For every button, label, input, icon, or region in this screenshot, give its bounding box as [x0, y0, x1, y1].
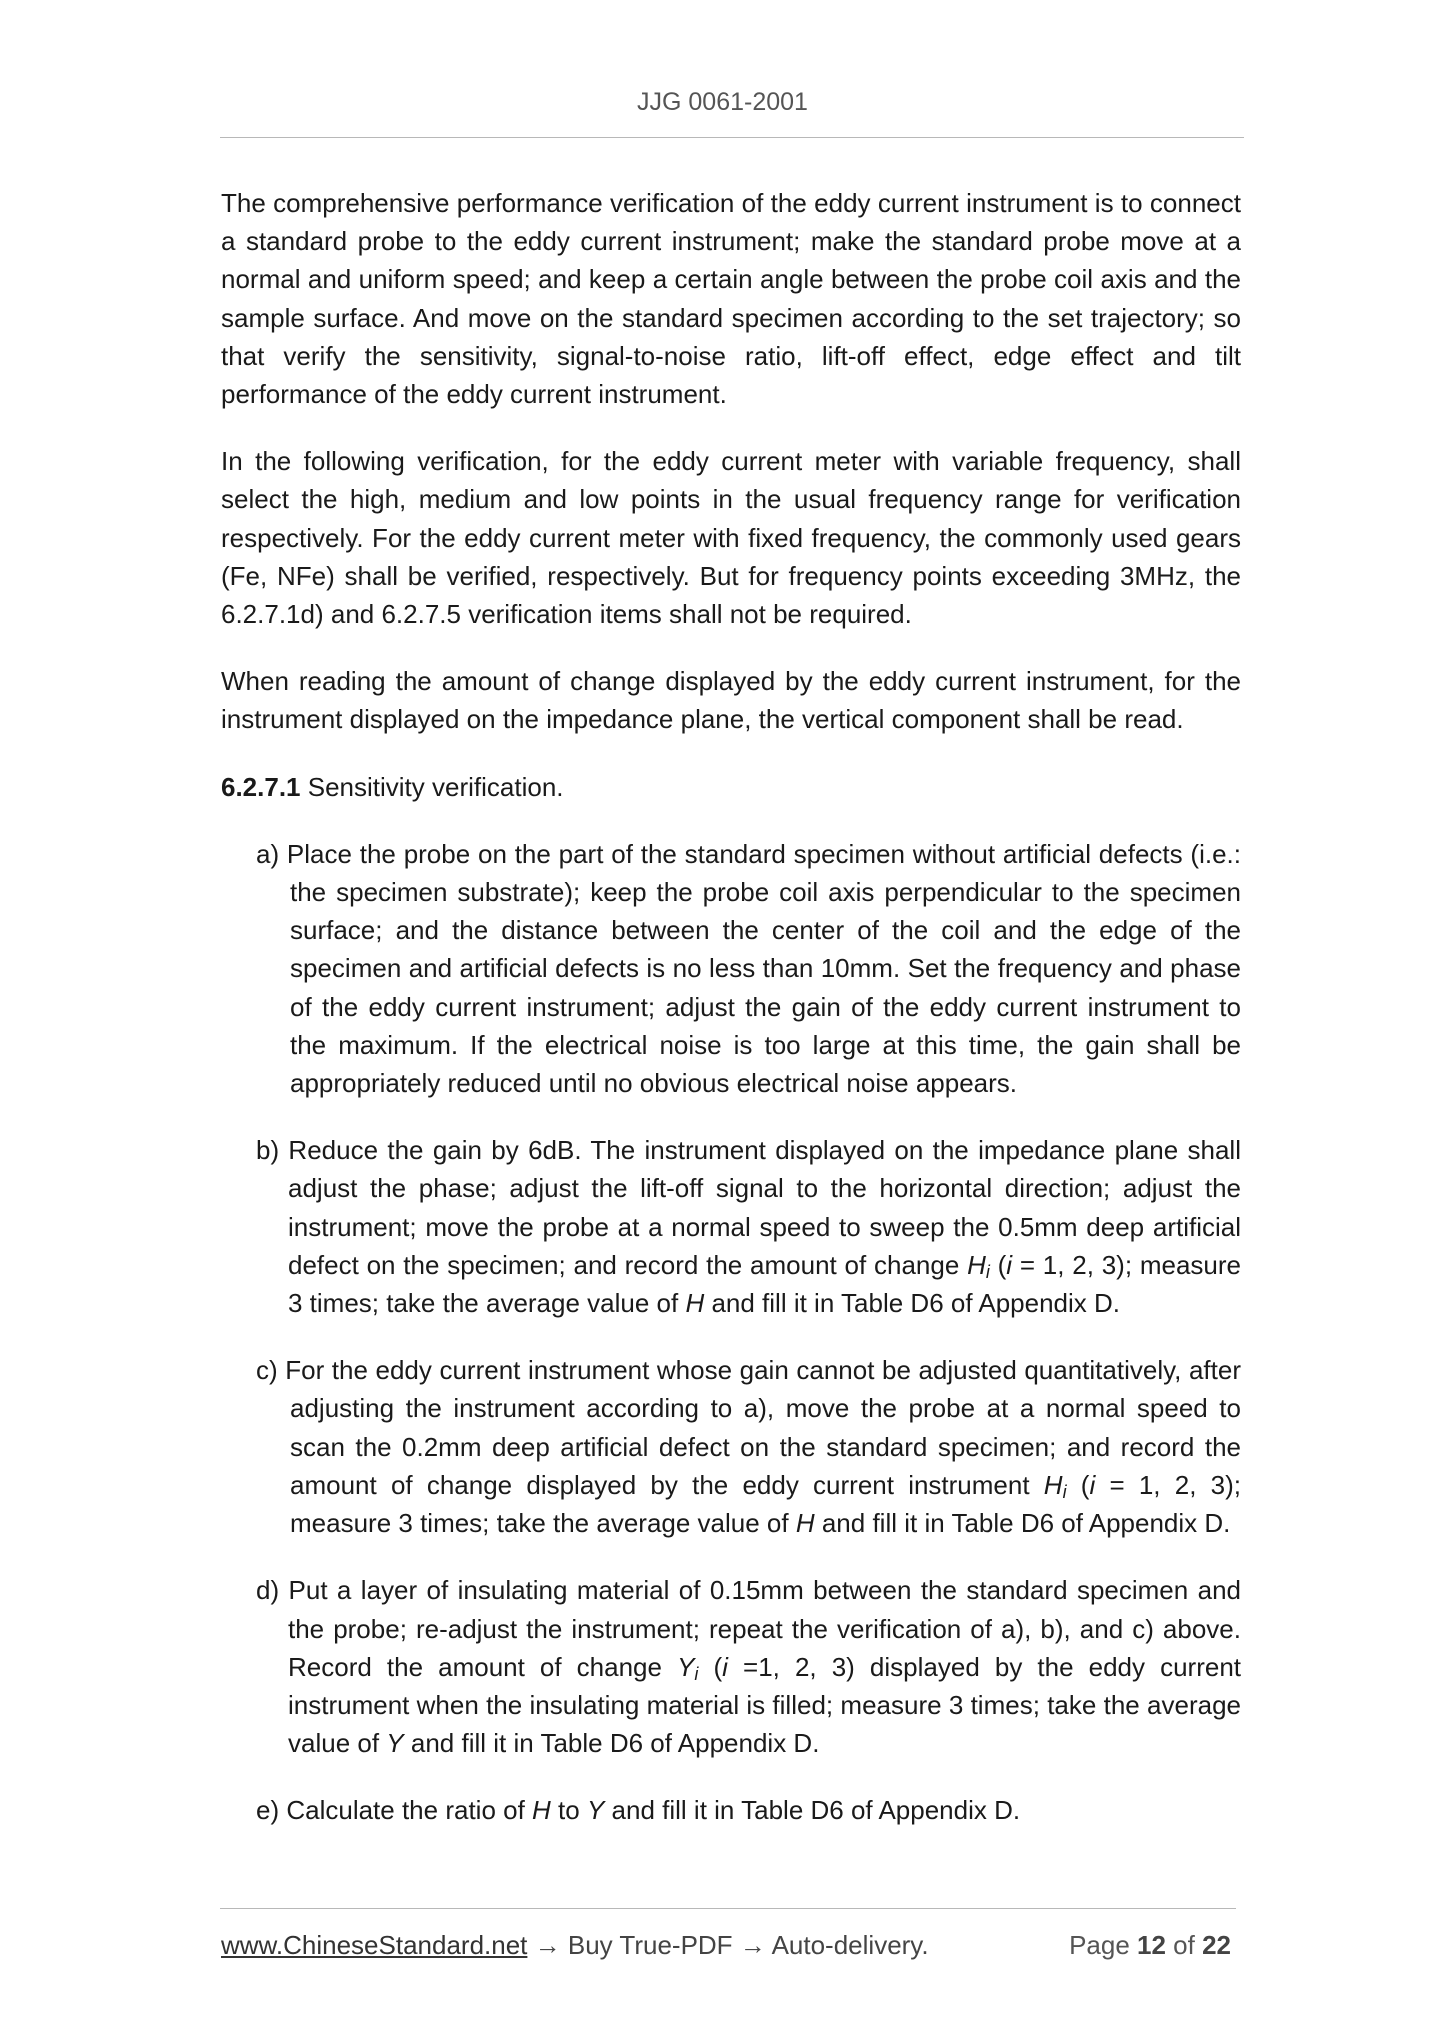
list-item-d: d) Put a layer of insulating material of 0.15mm between the standard specimen and the probe; re-adjust the instrument; repeat the verification of a), b), and c) above. Record the amount of change $Y_i$ (i =1, 2, 3) displayed by the eddy current instrument when the insulating material is filled; measure 3 times; take the average value of Y and fill it in Table D6 of Appendix D.: [256, 1575, 1241, 1759]
variable-h: H: [967, 1249, 986, 1280]
variable-y: Y: [586, 1795, 605, 1826]
clause-title: Sensitivity verification.: [300, 771, 564, 802]
variable-i: i: [1089, 1469, 1096, 1500]
variable-y: Y: [677, 1651, 695, 1682]
paragraph-frequency: In the following verification, for the eddy current meter with variable frequency, shall select the high, medium and low points in the usual frequency range for verification respectively. For the eddy current meter with fixed frequency, the commonly used gears (Fe, NFe) shall be verified, respectively. But for frequency points exceeding 3MHz, the 6.2.7.1d) and 6.2.7.5 verification items shall not be required.: [221, 446, 1241, 630]
document-header: JJG 0061-2001: [637, 88, 808, 116]
footer-promo: → Buy True-PDF → Auto-delivery.: [527, 1930, 929, 1960]
list-item-b: b) Reduce the gain by 6dB. The instrument displayed on the impedance plane shall adjust the phase; adjust the lift-off signal to the horizontal direction; adjust the instrument; move the probe at a normal speed to sweep the 0.5mm deep artificial defect on the specimen; and record the amount of change $H_i$ (i = 1, 2, 3); measure 3 times; take the average value of H and fill it in Table D6 of Appendix D.: [256, 1135, 1241, 1319]
paragraph-intro: The comprehensive performance verification of the eddy current instrument is to connect a standard probe to the eddy current instrument; make the standard probe move at a normal and uniform speed; and keep a certain angle between the probe coil axis and the sample surface. And move on the standard specimen according to the set trajectory; so that verify the sensitivity, signal-to-noise ratio, lift-off effect, edge effect and tilt performance of the eddy current instrument.: [221, 188, 1241, 410]
page-total: 22: [1202, 1930, 1231, 1960]
header-divider: [220, 137, 1244, 138]
subscript-i: i: [694, 1663, 699, 1684]
page-footer: [221, 1930, 1236, 1961]
variable-i: i: [1006, 1249, 1013, 1280]
clause-heading: [221, 768, 1241, 806]
list-item-a: a) Place the probe on the part of the standard specimen without artificial defects (i.e.: the specimen substrate); keep the probe coil axis perpendicular to the specimen surface; and the distance between the center of the coil and the edge of the specimen and artificial defects is no less than 10mm. Set the frequency and phase of the eddy current instrument; adjust the gain of the eddy current instrument to the maximum. If the electrical noise is too large at this time, the gain shall be appropriately reduced until no obvious electrical noise appears.: [256, 838, 1241, 1099]
clause-number: 6.2.7.1: [221, 771, 301, 802]
variable-h: H: [1043, 1469, 1063, 1500]
variable-y: Y: [386, 1728, 404, 1759]
page-indicator: Page 12 of 22: [1069, 1930, 1231, 1960]
variable-h: H: [685, 1288, 705, 1319]
list-item-c: c) For the eddy current instrument whose gain cannot be adjusted quantitatively, after adjusting the instrument according to a), move the probe at a normal speed to scan the 0.2mm deep artificial defect on the standard specimen; and record the amount of change displayed by the eddy current instrument $H_i$ (i = 1, 2, 3); measure 3 times; take the average value of H and fill it in Table D6 of Appendix D.: [256, 1355, 1241, 1539]
paragraph-reading: When reading the amount of change displayed by the eddy current instrument, for the instrument displayed on the impedance plane, the vertical component shall be read.: [221, 666, 1241, 735]
footer-divider: [220, 1908, 1236, 1909]
variable-i: i: [722, 1651, 728, 1682]
website-link[interactable]: www.ChineseStandard.net: [221, 1930, 528, 1960]
subscript-i: i: [985, 1261, 990, 1282]
page-current: 12: [1137, 1930, 1166, 1960]
list-item-e: e) Calculate the ratio of H to Y and fill it in Table D6 of Appendix D.: [256, 1795, 1021, 1826]
document-body: [221, 184, 1241, 1859]
variable-h: H: [795, 1508, 815, 1539]
variable-h: H: [532, 1795, 551, 1826]
subscript-i: i: [1062, 1481, 1067, 1502]
